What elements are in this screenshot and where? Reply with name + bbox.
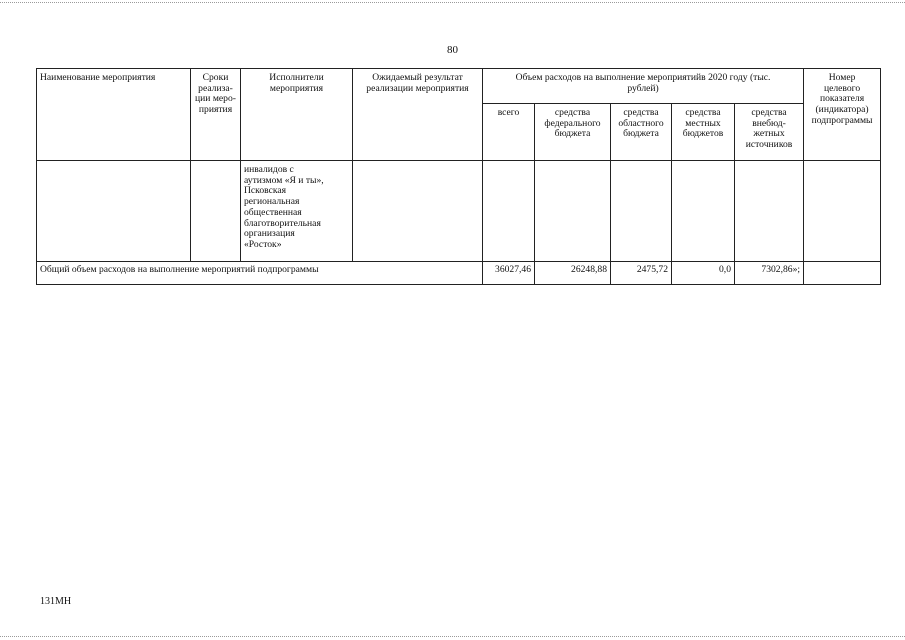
- cell-indicator: [804, 161, 881, 262]
- page-number: 80: [447, 44, 458, 56]
- header-indicator: Номер целевого показателя (индикатора) подпрограммы: [804, 69, 881, 161]
- cell-total: [483, 161, 535, 262]
- header-executors: Исполнители мероприятия: [241, 69, 353, 161]
- cell-extra: [735, 161, 804, 262]
- total-extra: 7302,86»;: [735, 262, 804, 285]
- header-local: средства местных бюджетов: [672, 104, 735, 161]
- total-row: [37, 262, 881, 285]
- scan-edge-top: [0, 2, 905, 3]
- header-extra: средства внебюд- жетных источников: [735, 104, 804, 161]
- header-terms: Сроки реализа- ции меро- приятия: [191, 69, 241, 161]
- document-code: 131МН: [40, 596, 72, 607]
- cell-executors: инвалидов с аутизмом «Я и ты», Псковская региональная общественная благотворительная организация «Росток»: [241, 161, 353, 262]
- header-total: всего: [483, 104, 535, 161]
- budget-table: [36, 68, 881, 285]
- header-name: Наименование мероприятия: [37, 69, 191, 161]
- header-expense-volume: Объем расходов на выполнение мероприятийв 2020 году (тыс. рублей): [483, 69, 804, 104]
- total-local: 0,0: [672, 262, 735, 285]
- header-row-1: [37, 69, 881, 104]
- total-label: Общий объем расходов на выполнение мероприятий подпрограммы: [37, 262, 483, 285]
- cell-regional: [611, 161, 672, 262]
- table-row: [37, 161, 881, 262]
- header-federal: средства федерального бюджета: [535, 104, 611, 161]
- cell-terms: [191, 161, 241, 262]
- header-regional: средства областного бюджета: [611, 104, 672, 161]
- cell-federal: [535, 161, 611, 262]
- scan-edge-bottom: [0, 636, 905, 637]
- total-indicator: [804, 262, 881, 285]
- cell-local: [672, 161, 735, 262]
- header-expected-result: Ожидаемый результат реализации мероприятия: [353, 69, 483, 161]
- total-regional: 2475,72: [611, 262, 672, 285]
- total-all: 36027,46: [483, 262, 535, 285]
- total-federal: 26248,88: [535, 262, 611, 285]
- cell-expected: [353, 161, 483, 262]
- cell-name: [37, 161, 191, 262]
